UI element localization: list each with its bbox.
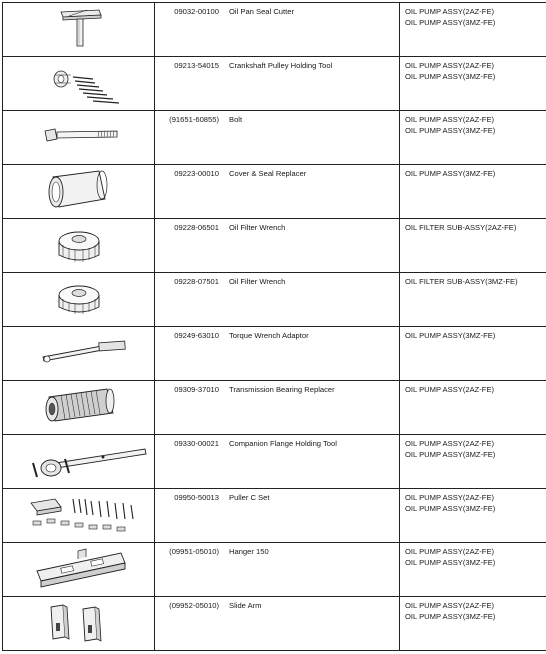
- table-row: [3, 435, 546, 489]
- tool-info-cell: [155, 327, 400, 381]
- table-row: [3, 489, 546, 543]
- applicable-units-cell: [400, 381, 546, 435]
- tool-name: Puller C Set: [229, 493, 270, 502]
- applicable-units-cell: [400, 597, 546, 651]
- bolt-icon: [3, 111, 154, 164]
- application-line: OIL PUMP ASSY(3MZ-FE): [405, 611, 496, 621]
- tool-image-cell: [3, 219, 155, 273]
- tool-image-cell: [3, 327, 155, 381]
- part-number: 09249-63010: [174, 331, 219, 340]
- tool-info-cell: [155, 543, 400, 597]
- oil-pan-seal-cutter-icon: [3, 3, 154, 56]
- tool-name: Slide Arm: [229, 601, 262, 610]
- tool-image-cell: [3, 273, 155, 327]
- table-row: [3, 273, 546, 327]
- applicable-units-cell: [400, 165, 546, 219]
- tool-image-cell: [3, 435, 155, 489]
- crankshaft-pulley-holding-tool-icon: [3, 57, 154, 110]
- tool-info-cell: [155, 57, 400, 111]
- tool-info-cell: [155, 381, 400, 435]
- tool-image-cell: [3, 597, 155, 651]
- tool-name: Torque Wrench Adaptor: [229, 331, 309, 340]
- application-line: OIL PUMP ASSY(3MZ-FE): [405, 125, 496, 135]
- part-number: 09223-00010: [174, 169, 219, 178]
- table-row: [3, 543, 546, 597]
- tool-image-cell: [3, 543, 155, 597]
- tool-name: Oil Filter Wrench: [229, 223, 286, 232]
- application-line: OIL PUMP ASSY(2AZ-FE): [405, 439, 495, 448]
- oil-filter-wrench-icon: [3, 273, 154, 326]
- part-number: 09309-37010: [174, 385, 219, 394]
- tool-info-cell: [155, 165, 400, 219]
- tool-info-cell: [155, 219, 400, 273]
- companion-flange-holding-tool-icon: [3, 435, 154, 488]
- application-line: OIL PUMP ASSY(3MZ-FE): [405, 331, 496, 340]
- tool-image-cell: [3, 489, 155, 543]
- applicable-units-cell: [400, 327, 546, 381]
- application-line: OIL PUMP ASSY(2AZ-FE): [405, 547, 495, 556]
- part-number: (09952-05010): [169, 601, 219, 610]
- application-line: OIL PUMP ASSY(3MZ-FE): [405, 557, 496, 567]
- tool-info-cell: [155, 273, 400, 327]
- application-line: OIL PUMP ASSY(3MZ-FE): [405, 449, 496, 459]
- tool-image-cell: [3, 111, 155, 165]
- tool-image-cell: [3, 381, 155, 435]
- tool-info-cell: [155, 3, 400, 57]
- tool-name: Cover & Seal Replacer: [229, 169, 307, 178]
- tool-name: Bolt: [229, 115, 243, 124]
- tool-name: Oil Filter Wrench: [229, 277, 286, 286]
- slide-arm-icon: [3, 597, 154, 650]
- applicable-units-cell: [400, 219, 546, 273]
- tool-name: Oil Pan Seal Cutter: [229, 7, 294, 16]
- applicable-units-cell: [400, 273, 546, 327]
- application-line: OIL PUMP ASSY(3MZ-FE): [405, 17, 496, 27]
- table-row: [3, 597, 546, 651]
- puller-c-set-icon: [3, 489, 154, 542]
- application-line: OIL PUMP ASSY(2AZ-FE): [405, 493, 495, 502]
- table-row: [3, 381, 546, 435]
- application-line: OIL FILTER SUB-ASSY(3MZ-FE): [405, 277, 518, 286]
- applicable-units-cell: [400, 489, 546, 543]
- tool-name: Companion Flange Holding Tool: [229, 439, 337, 448]
- part-number: 09228-07501: [174, 277, 219, 286]
- tool-image-cell: [3, 165, 155, 219]
- applicable-units-cell: [400, 111, 546, 165]
- part-number: 09032-00100: [174, 7, 219, 16]
- torque-wrench-adaptor-icon: [3, 327, 154, 380]
- part-number: 09213-54015: [174, 61, 219, 70]
- application-line: OIL PUMP ASSY(3MZ-FE): [405, 503, 496, 513]
- applicable-units-cell: [400, 435, 546, 489]
- part-number: 09228-06501: [174, 223, 219, 232]
- application-line: OIL PUMP ASSY(2AZ-FE): [405, 61, 495, 70]
- applicable-units-cell: [400, 543, 546, 597]
- part-number: (91651-60855): [169, 115, 219, 124]
- application-line: OIL PUMP ASSY(3MZ-FE): [405, 71, 496, 81]
- part-number: 09330-00021: [174, 439, 219, 448]
- table-row: [3, 165, 546, 219]
- cover-seal-replacer-icon: [3, 165, 154, 218]
- table-row: [3, 57, 546, 111]
- applicable-units-cell: [400, 3, 546, 57]
- tool-info-cell: [155, 489, 400, 543]
- oil-filter-wrench-icon: [3, 219, 154, 272]
- tool-info-cell: [155, 597, 400, 651]
- tool-image-cell: [3, 57, 155, 111]
- table-row: [3, 3, 546, 57]
- part-number: (09951-05010): [169, 547, 219, 556]
- application-line: OIL PUMP ASSY(2AZ-FE): [405, 115, 495, 124]
- tool-info-cell: [155, 435, 400, 489]
- application-line: OIL PUMP ASSY(2AZ-FE): [405, 601, 495, 610]
- application-line: OIL PUMP ASSY(2AZ-FE): [405, 385, 495, 394]
- table-row: [3, 219, 546, 273]
- tool-name: Transmission Bearing Replacer: [229, 385, 335, 394]
- application-line: OIL PUMP ASSY(2AZ-FE): [405, 7, 495, 16]
- special-service-tools-table: [2, 2, 546, 651]
- applicable-units-cell: [400, 57, 546, 111]
- application-line: OIL FILTER SUB-ASSY(2AZ-FE): [405, 223, 517, 232]
- transmission-bearing-replacer-icon: [3, 381, 154, 434]
- hanger-icon: [3, 543, 154, 596]
- tool-info-cell: [155, 111, 400, 165]
- tool-name: Crankshaft Pulley Holding Tool: [229, 61, 333, 70]
- table-row: [3, 111, 546, 165]
- part-number: 09950-50013: [174, 493, 219, 502]
- tool-name: Hanger 150: [229, 547, 269, 556]
- application-line: OIL PUMP ASSY(3MZ-FE): [405, 169, 496, 178]
- table-row: [3, 327, 546, 381]
- tool-image-cell: [3, 3, 155, 57]
